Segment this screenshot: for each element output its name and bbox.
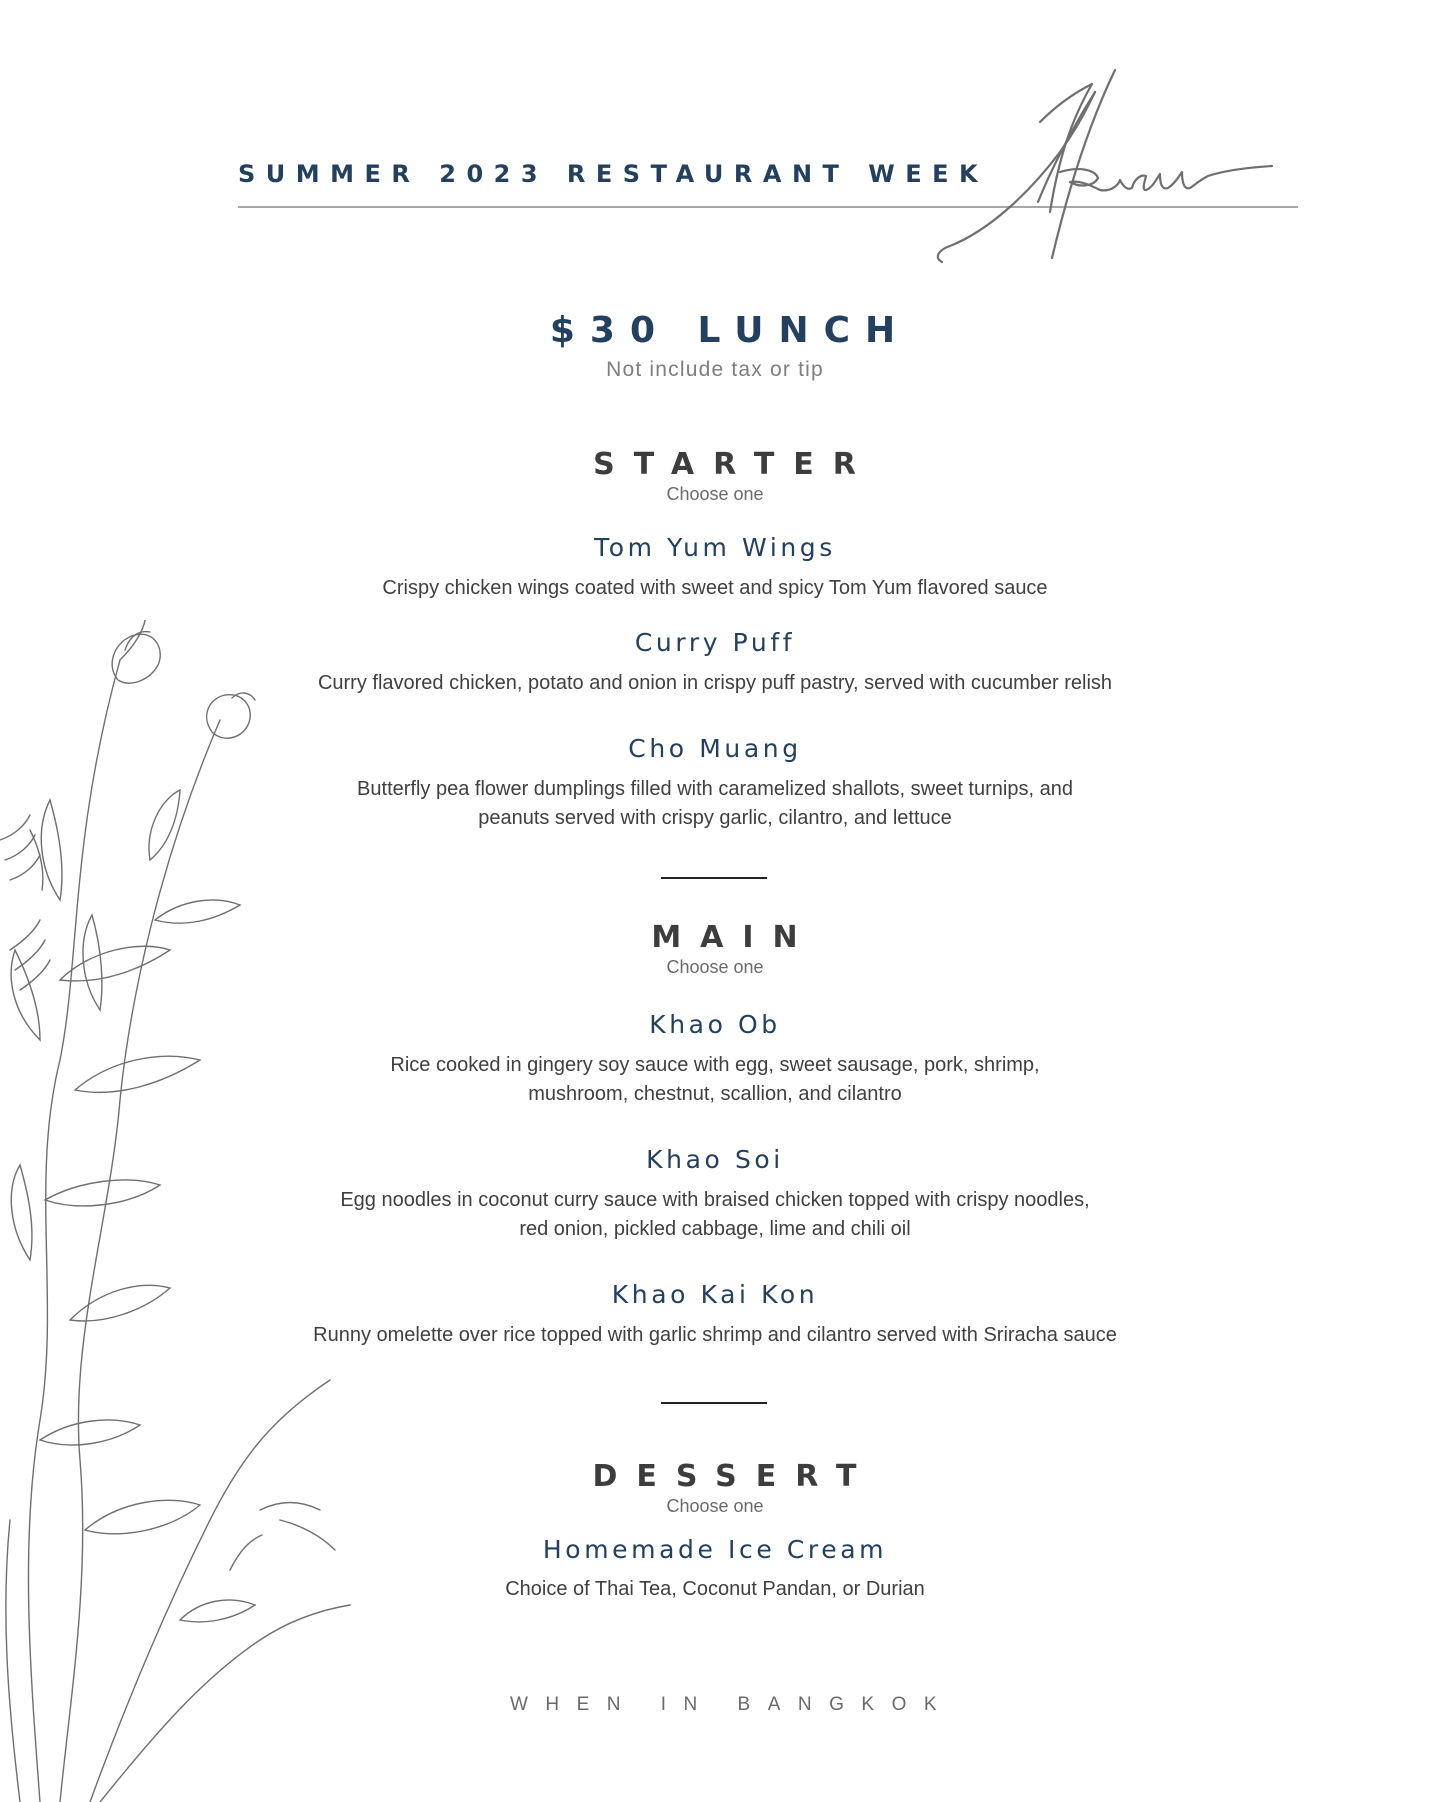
dish-description: Crispy chicken wings coated with sweet and spicy Tom Yum flavored sauce xyxy=(382,577,1048,599)
section-title-starter: STARTER xyxy=(593,447,875,482)
dish-name: Khao Ob xyxy=(649,1010,781,1039)
menu-script-lettering-icon xyxy=(920,62,1280,272)
dish-name: Khao Kai Kon xyxy=(611,1280,819,1309)
dish-name: Cho Muang xyxy=(628,734,802,763)
dish-name: Curry Puff xyxy=(634,628,796,657)
dish-description: mushroom, chestnut, scallion, and cilantro xyxy=(528,1083,902,1105)
dish-description: Choice of Thai Tea, Coconut Pandan, or Durian xyxy=(505,1578,925,1600)
section-subtitle-starter: Choose one xyxy=(666,484,764,504)
section-divider xyxy=(661,877,767,879)
section-subtitle-dessert: Choose one xyxy=(666,1496,764,1516)
event-title: SUMMER 2023 RESTAURANT WEEK xyxy=(238,160,989,188)
section-title-dessert: DESSERT xyxy=(592,1459,876,1494)
dish-description: Runny omelette over rice topped with garlic shrimp and cilantro served with Sriracha sauce xyxy=(313,1324,1117,1346)
dish-description: Rice cooked in gingery soy sauce with egg, sweet sausage, pork, shrimp, xyxy=(390,1054,1040,1076)
dish-description: Curry flavored chicken, potato and onion in crispy puff pastry, served with cucumber relish xyxy=(317,672,1113,694)
dish-name: Tom Yum Wings xyxy=(594,533,836,562)
dish-name: Khao Soi xyxy=(646,1145,784,1174)
dish-description: Egg noodles in coconut curry sauce with braised chicken topped with crispy noodles, xyxy=(340,1189,1090,1211)
section-subtitle-main: Choose one xyxy=(666,957,764,977)
section-title-main: MAIN xyxy=(651,920,817,955)
dish-description: peanuts served with crispy garlic, cilantro, and lettuce xyxy=(478,807,952,829)
section-divider xyxy=(661,1402,767,1404)
dish-description: red onion, pickled cabbage, lime and chili oil xyxy=(519,1218,911,1240)
dish-name: Homemade Ice Cream xyxy=(542,1535,888,1564)
dish-description: Butterfly pea flower dumplings filled with caramelized shallots, sweet turnips, and xyxy=(357,778,1073,800)
price-note: Not include tax or tip xyxy=(606,358,824,381)
footer-brand: WHEN IN BANGKOK xyxy=(509,1694,955,1715)
price-title: $30 LUNCH xyxy=(549,310,911,351)
